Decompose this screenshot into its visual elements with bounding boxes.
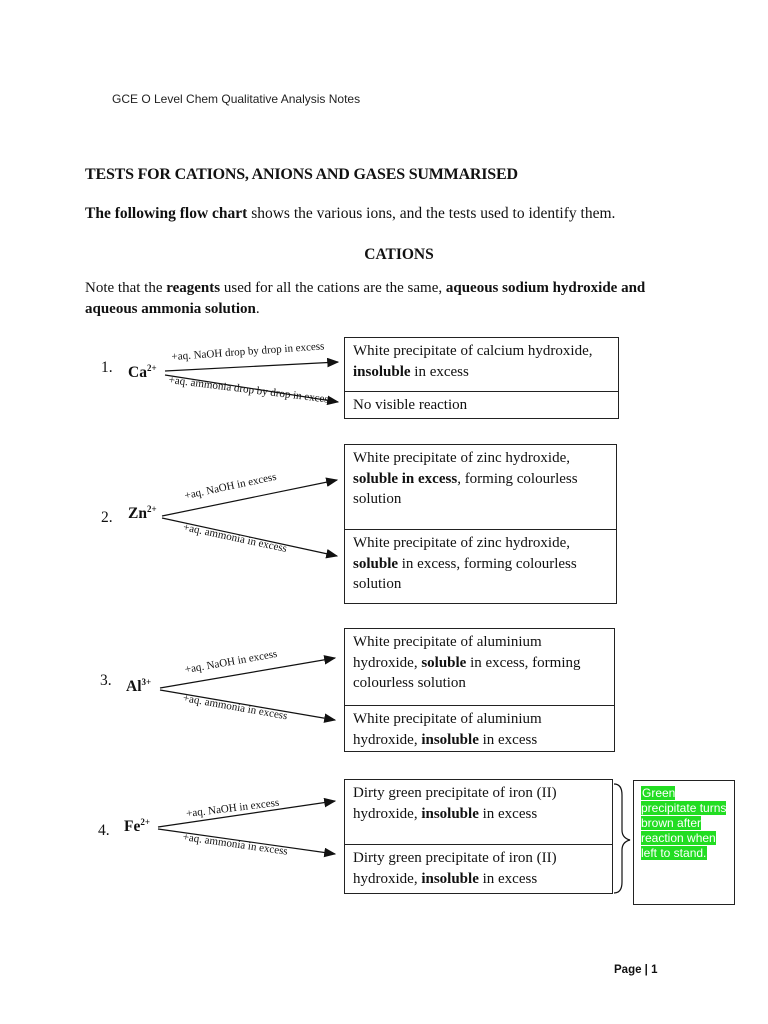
cation-ion: $Al^{3+}$ — [126, 677, 152, 695]
naoh-result: White precipitate of zinc hydroxide, soluble in excess, forming colourless solution — [353, 450, 578, 507]
ammonia-result: No visible reaction — [345, 391, 618, 418]
side-note-text: Green precipitate turns brown after reaction when left to stand. — [641, 786, 727, 860]
cation-ion: $Zn^{2+}$ — [128, 504, 157, 522]
cation-number: 3. — [100, 672, 112, 689]
side-note — [633, 780, 735, 905]
naoh-result: White precipitate of aluminium hydroxide, soluble in excess, forming colourless solution — [353, 634, 581, 691]
intro-rest: shows the various ions, and the tests used to identify them. — [247, 205, 616, 222]
cation-number: 4. — [98, 822, 110, 839]
curly-brace — [614, 784, 630, 893]
cation-number: 2. — [101, 509, 113, 526]
page-number: Page | 1 — [614, 964, 658, 976]
note-bold: reagents — [166, 280, 221, 296]
section-heading: CATIONS — [364, 246, 434, 263]
result-box-1 — [344, 337, 619, 419]
cation-ion: $Fe^{2+}$ — [124, 817, 150, 835]
note-bold: aqueous sodium hydroxide and aqueous ammonia solution — [85, 280, 646, 317]
page-title: TESTS FOR CATIONS, ANIONS AND GASES SUMMARISED — [85, 166, 518, 183]
note-text: Note that the — [85, 280, 167, 296]
naoh-label: +aq. NaOH in excess — [185, 796, 280, 820]
ammonia-result: White precipitate of aluminium hydroxide, insoluble in excess — [345, 705, 614, 751]
naoh-label: +aq. NaOH drop by drop in excess — [171, 340, 325, 363]
ammonia-result: White precipitate of zinc hydroxide, soluble in excess, forming colourless solution — [345, 529, 616, 603]
naoh-result: White precipitate of calcium hydroxide, insoluble in excess — [353, 343, 593, 380]
naoh-label: +aq. NaOH in excess — [183, 470, 278, 502]
ammonia-label: +aq. ammonia drop by drop in excess — [168, 374, 334, 407]
result-box-2 — [344, 444, 617, 604]
cation-ion: $Ca^{2+}$ — [128, 363, 157, 381]
page-header: GCE O Level Chem Qualitative Analysis Notes — [112, 92, 361, 106]
arrow-naoh-1 — [165, 362, 338, 371]
result-box-4 — [344, 779, 613, 894]
cation-number: 1. — [101, 359, 113, 376]
result-box-3 — [344, 628, 615, 752]
note-text: . — [255, 301, 260, 317]
naoh-result: Dirty green precipitate of iron (II) hydroxide, insoluble in excess — [353, 785, 557, 822]
naoh-label: +aq. NaOH in excess — [183, 647, 279, 676]
note-text: used for all the cations are the same, — [220, 280, 446, 296]
ammonia-result: Dirty green precipitate of iron (II) hydroxide, insoluble in excess — [345, 844, 612, 893]
ammonia-label: +aq. ammonia in excess — [182, 692, 289, 723]
intro-bold: The following flow chart — [85, 205, 248, 222]
ammonia-label: +aq. ammonia in excess — [182, 521, 288, 555]
ammonia-label: +aq. ammonia in excess — [182, 831, 289, 858]
